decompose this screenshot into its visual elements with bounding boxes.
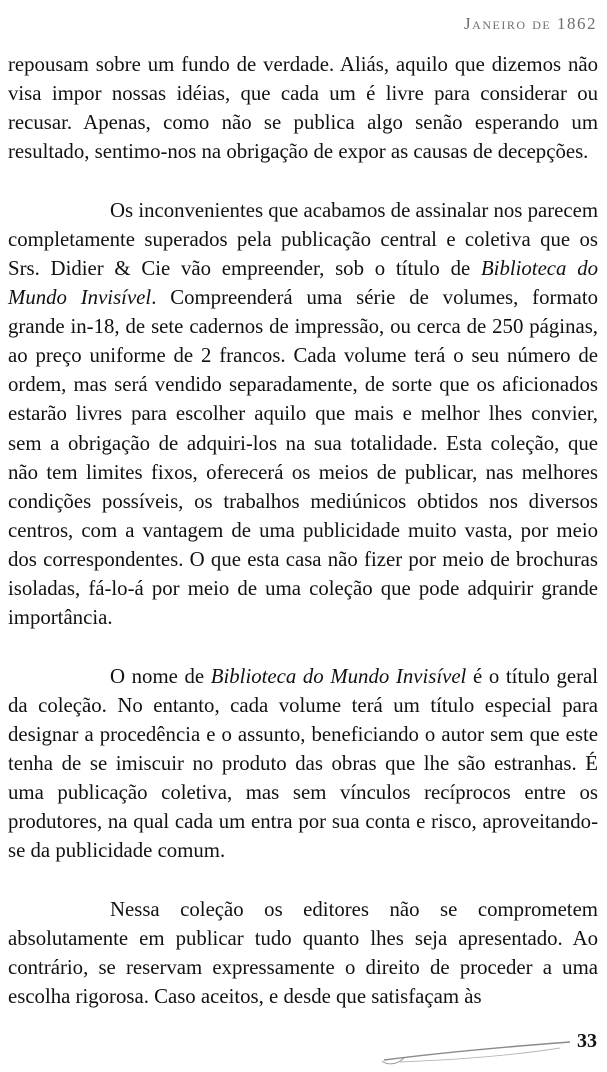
book-title: Biblioteca do Mundo Invisível [8,256,598,310]
paragraph-1: repousam sobre um fundo de verdade. Aliás, aquilo que dizemos não visa impor nossas idéias, que cada um é livre para considerar ou recusar. Apenas, como não se publica algo senão esperando um resultado, sentimo-nos na obrigação de expor as causas de decepções. [8,53,598,164]
paragraph-3 [8,662,598,866]
paragraph-2-text-after: . Compreenderá uma série de volumes, formato grande in-18, de sete cadernos de impressão, ou cerca de 250 páginas, ao preço uniforme de 2 francos. Cada volume terá o seu número de ordem, mas será vendido separadamente, de sorte que os aficionados estarão livres para escolher aquilo que mais e melhor lhes convier, sem a obrigação de adquiri-los na sua totalidade. Esta coleção, que não tem limites fixos, oferecerá os meios de publicar, nas melhores condições possíveis, os trabalhos mediúnicos obtidos nos diversos centros, com a vantagem de uma publicidade muito vasta, por meio dos correspondentes. O que esta casa não fizer por meio de brochuras isoladas, fá-lo-á por meio de uma coleção que pode adquirir grande importância. [8,286,599,630]
running-header: Janeiro de 1862 [464,14,597,33]
page-number: 33 [577,1030,597,1052]
paragraph-2 [8,196,598,632]
book-title: Biblioteca do Mundo Invisível [210,664,467,688]
paragraph-2-text-before: Os inconvenientes que acabamos de assinalar nos parecem completamente superados pela publicação central e coletiva que os Srs. Didier & Cie vão empreender, sob o título de [8,198,598,280]
paragraph-4: Nessa coleção os editores não se comprometem absolutamente em publicar tudo quanto lhes seja apresentado. Ao contrário, se reservam expressamente o direito de proceder a uma escolha rigorosa. Caso aceitos, e desde que satisfaçam às [8,897,598,1008]
page-body [8,50,598,1011]
footer-ornament-swash [380,1030,580,1066]
paragraph-3-text-before: O nome de [110,664,211,688]
paragraph-3-text-after: é o título geral da coleção. No entanto, cada volume terá um título especial para designar a procedência e o assunto, beneficiando o autor sem que este tenha de se imiscuir no produto das obras que lhe são estranhas. É uma publicação coletiva, mas sem vínculos recíprocos entre os produtores, na qual cada um entra por sua conta e risco, aproveitando-se da publicidade comum. [8,664,599,863]
